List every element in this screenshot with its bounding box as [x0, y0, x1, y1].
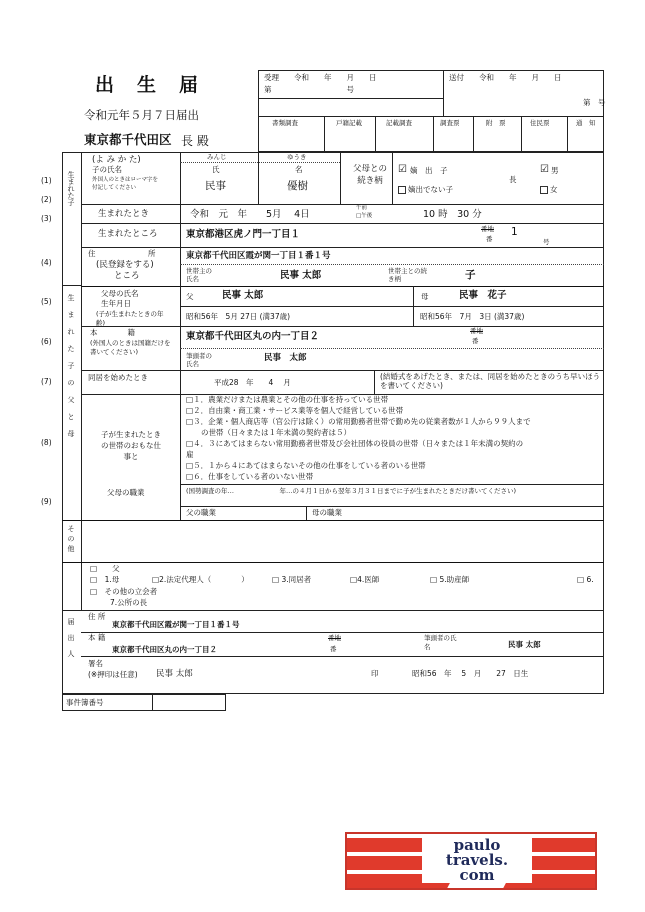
row-num-7: (7)	[41, 377, 52, 386]
office-col-2: 戸籍記載	[336, 119, 362, 127]
filing-date: 令和元年５月７日届出	[84, 108, 199, 122]
office-col-4: 調査票	[440, 119, 460, 127]
census-note: (国勢調査の年… 年…の４月１日から翌年３月３１日までに子が生まれたときだけ書いてください)	[186, 487, 517, 495]
female-option[interactable]: 女	[540, 186, 558, 194]
given-label: 名	[295, 165, 303, 174]
case-number-label: 事件簿番号	[66, 698, 104, 707]
address-label: 住 所	[88, 249, 156, 258]
father-label: 父	[186, 292, 194, 301]
row-num-8: (8)	[41, 438, 52, 447]
household-relation: 子	[465, 269, 476, 281]
child-surname: 民事	[205, 180, 226, 192]
birth-place-ban: 番	[486, 235, 493, 243]
row-num-6: (6)	[41, 337, 52, 346]
row-num-1: (1)	[41, 176, 52, 185]
work-option-6[interactable]: □６．仕事をしている者のいない世帯	[186, 472, 314, 481]
cohabit-note: (結婚式をあげたとき、または、同居を始めたときのうち早いほうを書いてください)	[380, 372, 601, 390]
work-option-4-cont: 雇	[186, 450, 194, 459]
am-label: 午前	[356, 205, 368, 211]
work-option-5[interactable]: □５．１から４にあてはまらないその他の仕事をしている者のいる世帯	[186, 461, 426, 470]
signature-label: 署名	[88, 659, 103, 668]
side-label-child: 生まれた子	[67, 171, 75, 207]
birth-time: 10 時 30 分	[423, 209, 482, 220]
received-number: 第 号	[264, 85, 354, 94]
household-relation-label: 世帯主との続き柄	[388, 267, 427, 283]
pm-label: □午後	[356, 213, 373, 219]
father-name: 民事 太郎	[222, 290, 264, 301]
office-col-5: 附 票	[486, 119, 506, 127]
kana-given: ゆうき	[287, 153, 307, 161]
filer-qual-witness[interactable]: □ その他の立会者	[90, 587, 158, 596]
cohabit-date: 平成28 年 4 月	[214, 378, 291, 387]
child-name-note: 外国人のときはローマ字を付記してください	[92, 177, 159, 191]
mother-name: 民事 花子	[459, 290, 507, 301]
non-legit-option[interactable]: 嫡出でない子	[398, 186, 453, 194]
row-num-3: (3)	[41, 214, 52, 223]
child-name-label: 子の氏名	[92, 165, 122, 174]
filer-address: 東京都千代田区霞が関一丁目１番１号	[112, 620, 240, 629]
form-title: 出 生 届	[95, 74, 201, 96]
filer-birth: 昭和56 年 5 月 27 日生	[412, 669, 529, 678]
addressee: 東京都千代田区	[84, 132, 172, 147]
side-label-parents: 生まれた子の父と母	[67, 294, 75, 438]
birth-place-label: 生まれたところ	[98, 229, 158, 239]
row-num-2: (2)	[41, 195, 52, 204]
filer-qual-other-6[interactable]: □ 6.	[577, 575, 594, 584]
honseki-note: (外国人のときは国籍だけを書いてください)	[90, 339, 171, 356]
honseki-ban: 番	[472, 337, 479, 345]
office-col-7: 通 知	[576, 119, 596, 127]
office-col-1: 書類調査	[272, 119, 298, 127]
birth-place: 東京都港区虎ノ門一丁目１	[186, 229, 301, 240]
row-num-9: (9)	[41, 497, 52, 506]
filer-honseki: 東京都千代田区丸の内一丁目２	[112, 645, 217, 654]
father-job-label: 父の職業	[186, 508, 216, 517]
filer-qual-legal-rep[interactable]: □2.法定代理人（ ）	[152, 575, 249, 584]
mother-birth: 昭和56年 7月 3日 (満37歳)	[420, 312, 525, 321]
birth-place-number: 1	[511, 226, 518, 238]
work-option-3[interactable]: □３．企業・個人商店等（官公庁は除く）の常用勤務者世帯で勤め先の従業者数が１人から９９人まで	[186, 417, 531, 426]
household-head: 民事 太郎	[280, 270, 322, 281]
birth-place-banchi: 番地	[481, 225, 494, 233]
received-label: 受理 令和 年 月 日	[264, 73, 377, 82]
filer-qual-mother[interactable]: □ 1.母	[90, 575, 120, 584]
work-option-2[interactable]: □２．自由業・商工業・サービス業等を個人で経営している世帯	[186, 406, 404, 415]
address-sub-label-2: ところ	[114, 271, 140, 281]
parents-honseki: 東京都千代田区丸の内一丁目２	[186, 331, 320, 342]
child-address: 東京都千代田区霞が関一丁目１番１号	[186, 251, 331, 261]
surname-label: 氏	[212, 165, 220, 174]
male-label: 男	[551, 166, 559, 175]
sent-label: 送付 令和 年 月 日	[449, 73, 562, 82]
kana-surname: みんじ	[207, 153, 227, 161]
filer-address-label: 住 所	[88, 612, 106, 621]
legit-label: 嫡 出 子	[410, 166, 448, 175]
office-use-box	[258, 70, 604, 152]
work-option-1[interactable]: □１．農業だけまたは農業とその他の仕事を持っている世帯	[186, 395, 389, 404]
head-name: 民事 太郎	[264, 353, 307, 363]
legit-check-icon: ☑	[398, 164, 407, 175]
honseki-banchi: 番地	[470, 327, 483, 335]
parents-name-label: 父母の氏名	[101, 289, 139, 298]
parents-birth-note: (子が生まれたときの年齢)	[96, 310, 164, 327]
male-check-icon: ☑	[540, 164, 549, 175]
logo-text: paulo travels. com	[422, 838, 532, 883]
address-sub-label: (民登録をする)	[96, 260, 154, 270]
filer-qual-midwife[interactable]: □ 5.助産師	[430, 575, 470, 584]
father-birth: 昭和56年 5月 27日 (満37歳)	[186, 312, 291, 321]
filer-qual-doctor[interactable]: □4.医師	[350, 575, 380, 584]
mother-label: 母	[421, 292, 429, 301]
head-label: 筆頭者の氏名	[186, 352, 212, 368]
paulo-travels-logo	[345, 832, 597, 890]
office-col-3: 記載調査	[386, 119, 412, 127]
row-num-4: (4)	[41, 258, 52, 267]
signature-note: (※押印は任意)	[88, 670, 138, 679]
occupation-label: 父母の職業	[107, 488, 145, 497]
row-num-5: (5)	[41, 297, 52, 306]
eldest-label: 長	[509, 175, 517, 184]
cohabit-label: 同居を始めたとき	[88, 373, 148, 382]
filer-qual-father[interactable]: □ 父	[90, 564, 120, 573]
household-head-label: 世帯主の氏名	[186, 267, 212, 283]
filer-qual-official[interactable]: 7.公所の長	[110, 598, 148, 607]
side-label-other: その他	[67, 525, 75, 553]
signer-name[interactable]: 民事 太郎	[156, 669, 193, 679]
yomikata-label: (よ み か た)	[92, 155, 141, 165]
addressee-suffix: 長 殿	[181, 134, 209, 148]
filer-qual-cohabitant[interactable]: □ 3.同居者	[272, 575, 312, 584]
sent-number: 第 号	[583, 98, 606, 107]
birth-time-label: 生まれたとき	[98, 209, 150, 219]
birth-place-gou: 号	[543, 238, 550, 246]
child-given-name: 優樹	[287, 180, 308, 192]
work-label: 子が生まれたときの世帯のおもな仕事と	[101, 430, 161, 461]
filer-ban: 番	[330, 645, 337, 653]
relation-label: 父母との続き柄	[352, 164, 387, 186]
work-option-3-cont: の世帯（日々または１年未満の契約者は５）	[186, 428, 351, 437]
side-label-filer: 届出人	[67, 618, 75, 658]
mother-job-label: 母の職業	[312, 508, 342, 517]
honseki-label: 本 籍	[90, 328, 135, 337]
parents-birth-label: 生年月日	[101, 299, 131, 308]
filer-head-label: 筆頭者の氏名	[424, 634, 457, 651]
filer-banchi: 番地	[328, 634, 341, 642]
filer-honseki-label: 本 籍	[88, 633, 106, 642]
office-col-6: 住民票	[530, 119, 550, 127]
filer-head-name: 民事 太郎	[508, 640, 541, 649]
work-option-4[interactable]: □４．３にあてはまらない常用勤務者世帯及び会社団体の役員の世帯（日々または１年未満の契約の	[186, 439, 524, 448]
birth-date: 令和 元 年 5月 4日	[190, 209, 310, 220]
seal-label: 印	[371, 669, 379, 678]
